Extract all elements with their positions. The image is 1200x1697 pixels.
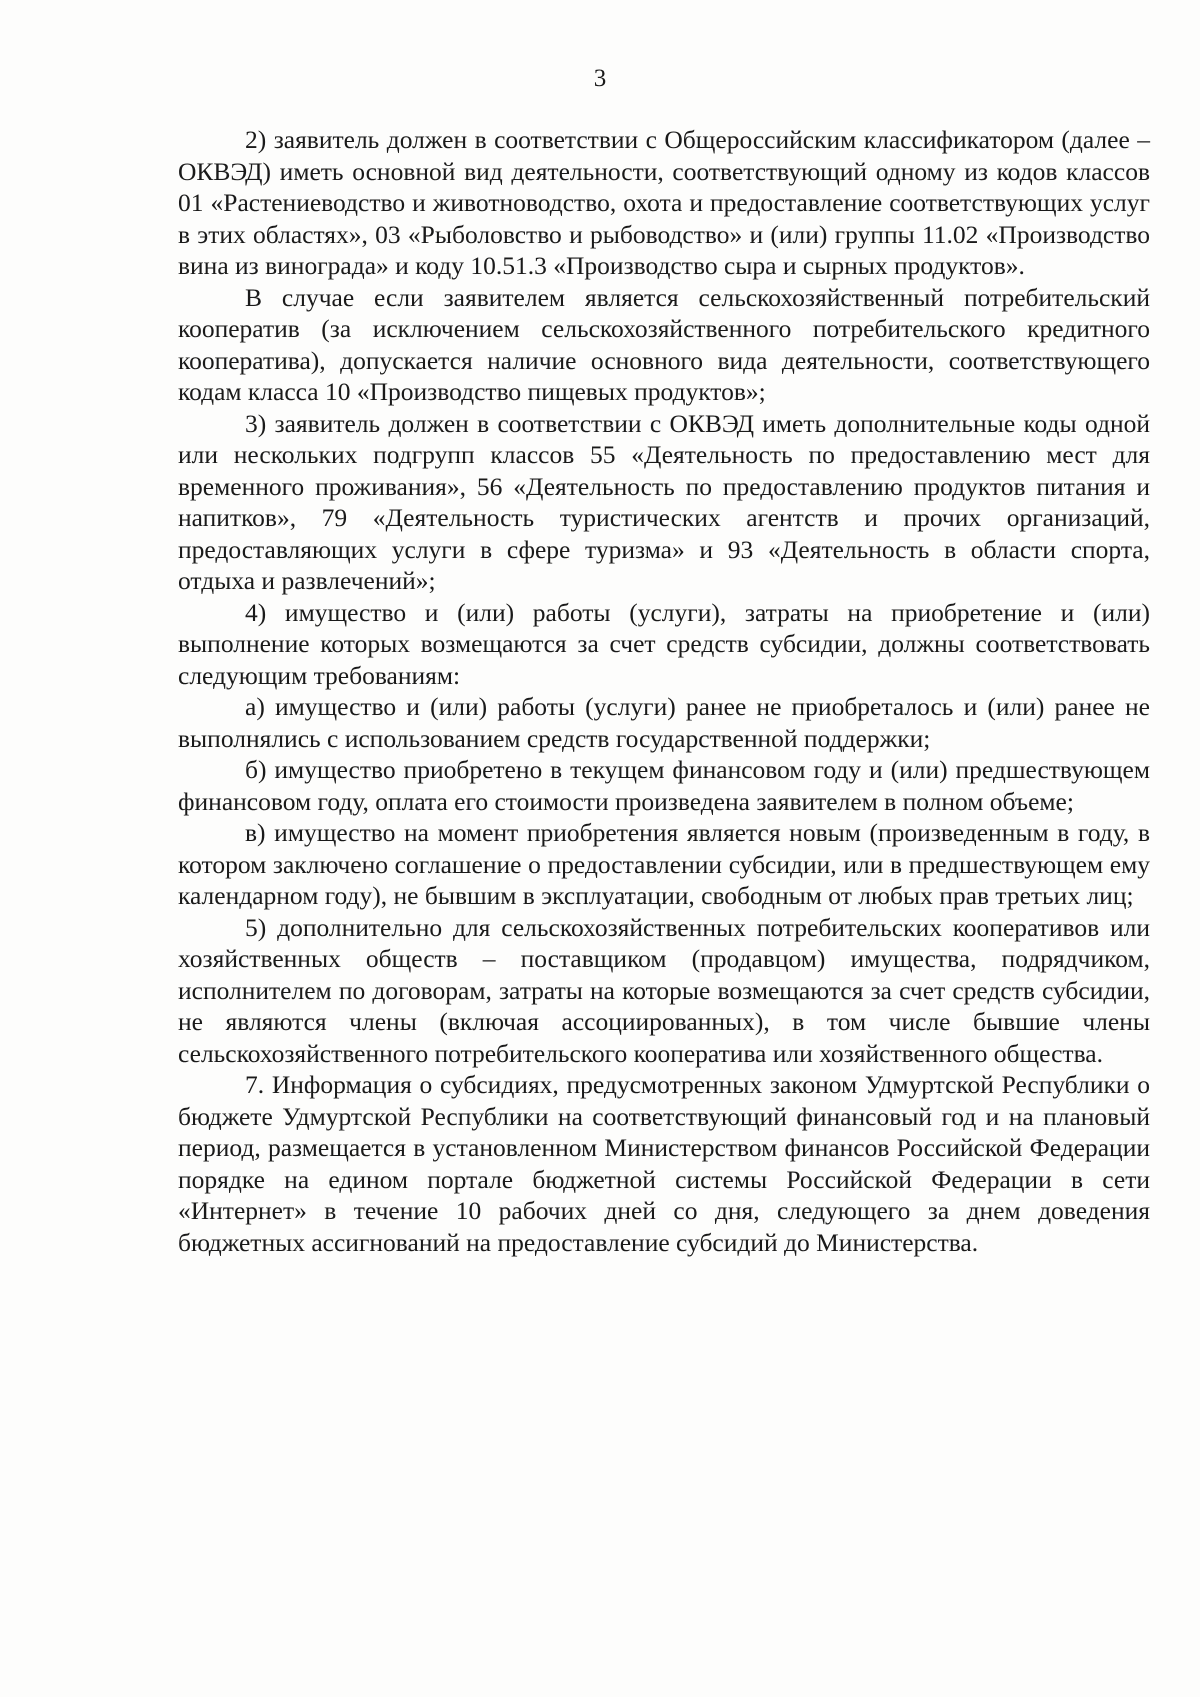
paragraph-item-2-okved-main: 2) заявитель должен в соответствии с Общероссийским классификатором (далее – ОКВЭД) иметь основной вид деятельности, соответствующий одному из кодов классов 01 «Растениеводство и животноводство, охота и предоставление соответствующих услуг в этих областях», 03 «Рыболовство и рыбоводство» и (или) группы 11.02 «Производство вина из винограда» и коду 10.51.3 «Производство сыра и сырных продуктов». — [178, 125, 1150, 280]
paragraph-cooperative-exception: В случае если заявителем является сельскохозяйственный потребительский кооператив (за исключением сельскохозяйственного потребительского кредитного кооператива), допускается наличие основного вида деятельности, соответствующего кодам класса 10 «Производство пищевых продуктов»; — [178, 282, 1150, 406]
document-body — [178, 124, 1150, 1258]
paragraph-item-4-property-requirements: 4) имущество и (или) работы (услуги), затраты на приобретение и (или) выполнение которых возмещаются за счет средств субсидии, должны соответствовать следующим требованиям: — [178, 597, 1150, 690]
paragraph-subitem-v: в) имущество на момент приобретения является новым (произведенным в году, в котором заключено соглашение о предоставлении субсидии, или в предшествующем ему календарном году), не бывшим в эксплуатации, свободным от любых прав третьих лиц; — [178, 818, 1150, 910]
page-number: 3 — [593, 65, 607, 92]
paragraph-section-7-information: 7. Информация о субсидиях, предусмотренных законом Удмуртской Республики о бюджете Удмуртской Республики на соответствующий финансовый год и на плановый период, размещается в установленном Министерством финансов Российской Федерации порядке на едином портале бюджетной системы Российской Федерации в сети «Интернет» в течение 10 рабочих дней со дня, следующего за днем доведения бюджетных ассигнований на предоставление субсидий до Министерства. — [178, 1070, 1150, 1257]
paragraph-item-3-okved-additional: 3) заявитель должен в соответствии с ОКВЭД иметь дополнительные коды одной или нескольких подгрупп классов 55 «Деятельность по предоставлению мест для временного проживания», 56 «Деятельность по предоставлению продуктов питания и напитков», 79 «Деятельность туристических агентств и прочих организаций, предоставляющих услуги в сфере туризма» и 93 «Деятельность в области спорта, отдыха и развлечений»; — [178, 408, 1150, 595]
paragraph-subitem-a: а) имущество и (или) работы (услуги) ранее не приобреталось и (или) ранее не выполнялись с использованием средств государственной поддержки; — [178, 692, 1150, 753]
paragraph-subitem-b: б) имущество приобретено в текущем финансовом году и (или) предшествующем финансовом году, оплата его стоимости произведена заявителем в полном объеме; — [178, 755, 1150, 816]
paragraph-item-5-cooperatives: 5) дополнительно для сельскохозяйственных потребительских кооперативов или хозяйственных обществ – поставщиком (продавцом) имущества, подрядчиком, исполнителем по договорам, затраты на которые возмещаются за счет средств субсидии, не являются члены (включая ассоциированных), в том числе бывшие члены сельскохозяйственного потребительского кооператива или хозяйственного общества. — [178, 912, 1150, 1068]
